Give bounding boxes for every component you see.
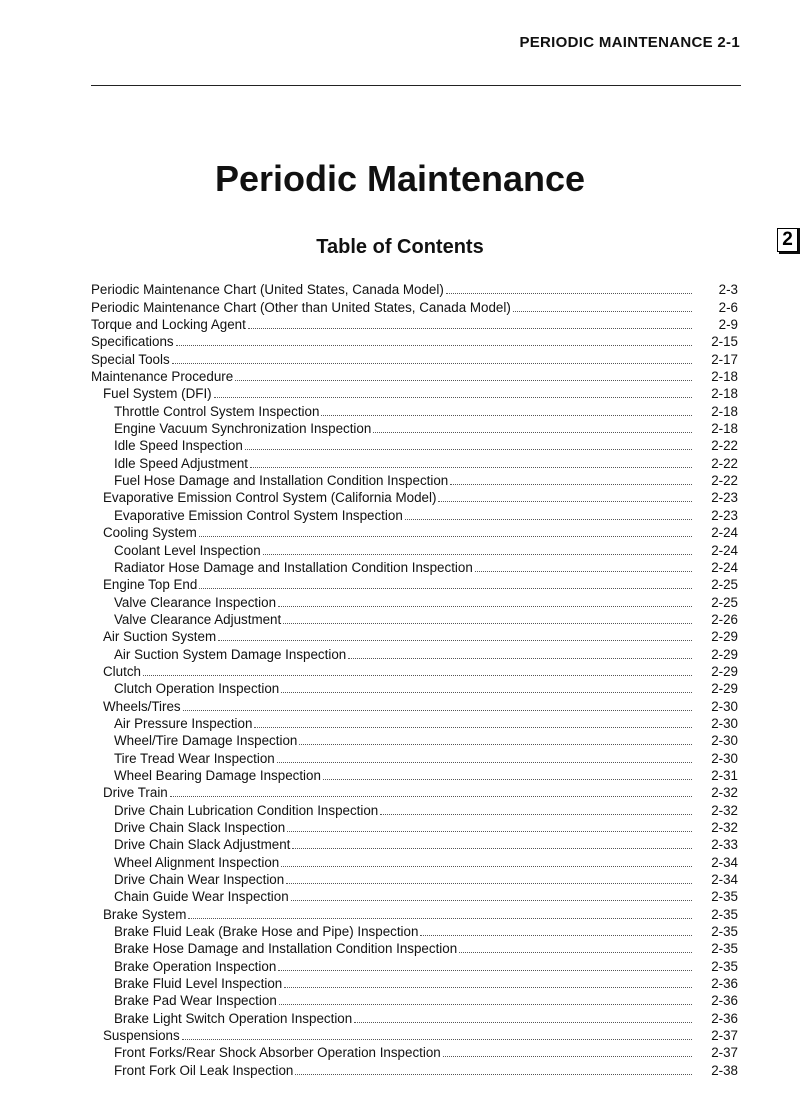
toc-entry-title: Wheel/Tire Damage Inspection [114,733,298,749]
dot-leader [278,606,692,607]
running-head: PERIODIC MAINTENANCE 2-1 [519,34,740,51]
toc-entry-page: 2-29 [711,646,738,662]
toc-entry-page: 2-33 [711,837,738,853]
toc-entry-page: 2-36 [711,976,738,992]
toc-entry-page: 2-31 [711,767,738,783]
toc-entry-title: Air Suction System Damage Inspection [114,646,347,662]
toc-entry[interactable] [91,940,738,957]
toc-entry-title: Brake Pad Wear Inspection [114,993,277,1009]
toc-entry[interactable] [91,836,738,853]
dot-leader [214,397,692,398]
dot-leader [284,987,692,988]
toc-entry-title: Brake Operation Inspection [114,958,277,974]
toc-entry-page: 2-23 [711,507,738,523]
toc-entry-page: 2-30 [711,733,738,749]
toc-entry-page: 2-25 [711,577,738,593]
toc-entry[interactable] [91,524,738,541]
toc-entry[interactable] [91,489,738,506]
toc-entry-title: Wheel Bearing Damage Inspection [114,767,321,783]
dot-leader [245,449,692,450]
dot-leader [450,484,692,485]
dot-leader [373,432,692,433]
toc-entry-page: 2-24 [711,559,738,575]
toc-entry-page: 2-24 [711,542,738,558]
toc-entry-page: 2-35 [711,924,738,940]
toc-entry-title: Engine Vacuum Synchronization Inspection [114,421,372,437]
dot-leader [281,692,692,693]
dot-leader [348,658,692,659]
toc-entry-title: Maintenance Procedure [91,369,234,385]
toc-entry[interactable] [91,663,738,680]
toc-entry[interactable] [91,298,738,315]
toc-entry-page: 2-37 [711,1028,738,1044]
toc-entry-page: 2-15 [711,334,738,350]
toc-entry[interactable] [91,923,738,940]
toc-entry-page: 2-23 [711,490,738,506]
toc-entry-title: Fuel System (DFI) [103,386,212,402]
toc-entry[interactable] [91,316,738,333]
toc-entry-page: 2-29 [711,663,738,679]
toc-entry-page: 2-32 [711,785,738,801]
toc-entry[interactable] [91,1044,738,1061]
toc-entry-page: 2-18 [711,403,738,419]
dot-leader [438,501,692,502]
toc-entry-page: 2-32 [711,802,738,818]
toc-entry[interactable] [91,645,738,662]
toc-entry-title: Drive Chain Slack Inspection [114,820,286,835]
dot-leader [354,1022,692,1023]
dot-leader [287,831,692,832]
toc-entry-page: 2-35 [711,889,738,905]
toc-entry[interactable] [91,437,738,454]
dot-leader [199,536,692,537]
dot-leader [248,328,692,329]
toc-entry[interactable] [91,281,738,298]
toc-entry-title: Valve Clearance Adjustment [114,611,282,627]
dot-leader [143,675,692,676]
toc-entry-page: 2-3 [718,282,738,298]
toc-entry[interactable] [91,992,738,1009]
dot-leader [475,571,692,572]
toc-entry-title: Air Pressure Inspection [114,715,253,731]
toc-entry-title: Brake Hose Damage and Installation Condition Inspection [114,941,458,957]
toc-entry-title: Radiator Hose Damage and Installation Condition Inspection [114,559,473,575]
toc-entry-page: 2-34 [711,872,738,888]
toc-entry[interactable] [91,715,738,732]
dot-leader [254,727,692,728]
toc-entry-title: Fuel Hose Damage and Installation Condition Inspection [114,473,449,489]
toc-entry[interactable] [91,593,738,610]
toc-heading: Table of Contents [316,236,484,258]
dot-leader [183,710,692,711]
toc-entry[interactable] [91,506,738,523]
dot-leader [443,1056,692,1057]
toc-entry-page: 2-30 [711,715,738,731]
dot-leader [299,744,692,745]
toc-entry[interactable] [91,957,738,974]
dot-leader [172,363,692,364]
toc-entry[interactable] [91,350,738,367]
toc-entry[interactable] [91,680,738,697]
toc-entry-page: 2-17 [711,351,738,367]
dot-leader [295,1074,692,1075]
toc-entry-page: 2-36 [711,993,738,1009]
dot-leader [380,814,692,815]
toc-entry-page: 2-35 [711,906,738,922]
toc-entry[interactable] [91,611,738,628]
toc-entry[interactable] [91,749,738,766]
toc-entry-title: Valve Clearance Inspection [114,594,277,610]
toc-entry-page: 2-30 [711,698,738,714]
toc-entry[interactable] [91,697,738,714]
toc-entry[interactable] [91,472,738,489]
toc-entry-page: 2-34 [711,854,738,870]
toc-entry-title: Drive Chain Lubrication Condition Inspection [114,802,379,818]
dot-leader [405,519,692,520]
toc-entry[interactable] [91,1061,738,1078]
toc-entry-title: Brake Fluid Leak (Brake Hose and Pipe) Inspection [114,924,419,940]
dot-leader [176,345,692,346]
dot-leader [446,293,692,294]
toc-entry-title: Specifications [91,334,174,350]
toc-entry[interactable] [91,333,738,350]
dot-leader [250,467,692,468]
toc-entry-page: 2-18 [711,421,738,437]
toc-entry-title: Wheels/Tires [103,698,181,714]
dot-leader [291,900,692,901]
toc-entry-page: 2-18 [711,386,738,402]
toc-entry[interactable] [91,628,738,645]
toc-entry[interactable] [91,1009,738,1026]
dot-leader [323,779,692,780]
toc-entry[interactable] [91,819,738,836]
toc-entry[interactable] [91,420,738,437]
toc-entry-title: Chain Guide Wear Inspection [114,889,289,905]
toc-entry-page: 2-26 [711,611,738,627]
toc-entry[interactable] [91,784,738,801]
toc-entry-title: Engine Top End [103,577,198,593]
toc-entry-page: 2-37 [711,1045,738,1061]
toc-entry[interactable] [91,385,738,402]
toc-entry-page: 2-22 [711,438,738,454]
toc-entry-title: Idle Speed Inspection [114,438,243,454]
header-rule [91,85,741,86]
toc-entry-title: Brake Fluid Level Inspection [114,976,283,992]
toc-entry-page: 2-29 [711,681,738,697]
chapter-tab-number: 2 [777,228,798,252]
toc-entry[interactable] [91,454,738,471]
toc-entry-title: Front Forks/Rear Shock Absorber Operation Inspection [114,1045,441,1061]
page-title: Periodic Maintenance [214,158,586,199]
toc-entry-title: Tire Tread Wear Inspection [114,750,275,766]
toc-entry[interactable] [91,541,738,558]
dot-leader [188,918,692,919]
toc-entry-page: 2-24 [711,525,738,541]
toc-entry-page: 2-30 [711,750,738,766]
toc-entry-title: Coolant Level Inspection [114,542,261,558]
dot-leader [283,623,692,624]
dot-leader [279,1004,692,1005]
toc-entry[interactable] [91,576,738,593]
toc-entry-page: 2-22 [711,473,738,489]
dot-leader [277,762,692,763]
toc-entry-title: Drive Chain Slack Adjustment [114,837,291,853]
dot-leader [459,952,692,953]
toc-entry-page: 2-35 [711,958,738,974]
dot-leader [218,640,692,641]
toc-entry-title: Evaporative Emission Control System (California Model) [103,490,437,506]
toc-entry-page: 2-6 [718,299,738,315]
toc-entry-page: 2-9 [718,317,738,333]
toc-entry[interactable] [91,732,738,749]
dot-leader [235,380,692,381]
toc-entry-page: 2-36 [711,1010,738,1026]
toc-entry-title: Drive Chain Wear Inspection [114,872,285,888]
toc-entry[interactable] [91,871,738,888]
toc-entry[interactable] [91,888,738,905]
toc-entry-title: Torque and Locking Agent [91,317,246,333]
toc-entry-title: Wheel Alignment Inspection [114,854,280,870]
toc-entry[interactable] [91,975,738,992]
toc-entry[interactable] [91,853,738,870]
toc-entry[interactable] [91,905,738,922]
dot-leader [513,311,692,312]
toc-entry-title: Clutch Operation Inspection [114,681,280,697]
toc-entry-title: Clutch [103,663,141,679]
dot-leader [170,796,692,797]
toc-entry-title: Brake Light Switch Operation Inspection [114,1010,353,1026]
toc-entry-page: 2-25 [711,594,738,610]
toc-entry-title: Suspensions [103,1028,180,1044]
dot-leader [263,554,692,555]
toc-entry-page: 2-35 [711,941,738,957]
dot-leader [278,970,692,971]
toc-entry-title: Throttle Control System Inspection [114,403,320,419]
toc-entry-page: 2-29 [711,629,738,645]
dot-leader [281,866,692,867]
dot-leader [420,935,692,936]
dot-leader [321,415,692,416]
toc-entry-title: Drive Train [103,785,168,801]
toc-entry-page: 2-32 [711,820,738,835]
toc-entry[interactable] [91,767,738,784]
dot-leader [199,588,692,589]
toc-entry-title: Periodic Maintenance Chart (United States, Canada Model) [91,282,444,298]
toc-entry-title: Air Suction System [103,629,217,645]
dot-leader [286,883,692,884]
toc-entry[interactable] [91,368,738,385]
toc-entry[interactable] [91,1027,738,1044]
toc-entry-title: Front Fork Oil Leak Inspection [114,1062,294,1078]
toc-entry-title: Idle Speed Adjustment [114,455,248,471]
toc-entry[interactable] [91,402,738,419]
toc-entry[interactable] [91,801,738,818]
dot-leader [292,848,692,849]
toc-entry-title: Evaporative Emission Control System Inspection [114,507,403,523]
toc-entry-page: 2-38 [711,1062,738,1078]
toc-entry-title: Cooling System [103,525,197,541]
toc-entry-title: Special Tools [91,351,170,367]
toc-entry-title: Brake System [103,906,187,922]
toc-entry-title: Periodic Maintenance Chart (Other than United States, Canada Model) [91,299,511,315]
toc-entry-page: 2-18 [711,369,738,385]
dot-leader [182,1039,692,1040]
toc-entry[interactable] [91,559,738,576]
table-of-contents [91,281,738,1079]
toc-entry-page: 2-22 [711,455,738,471]
